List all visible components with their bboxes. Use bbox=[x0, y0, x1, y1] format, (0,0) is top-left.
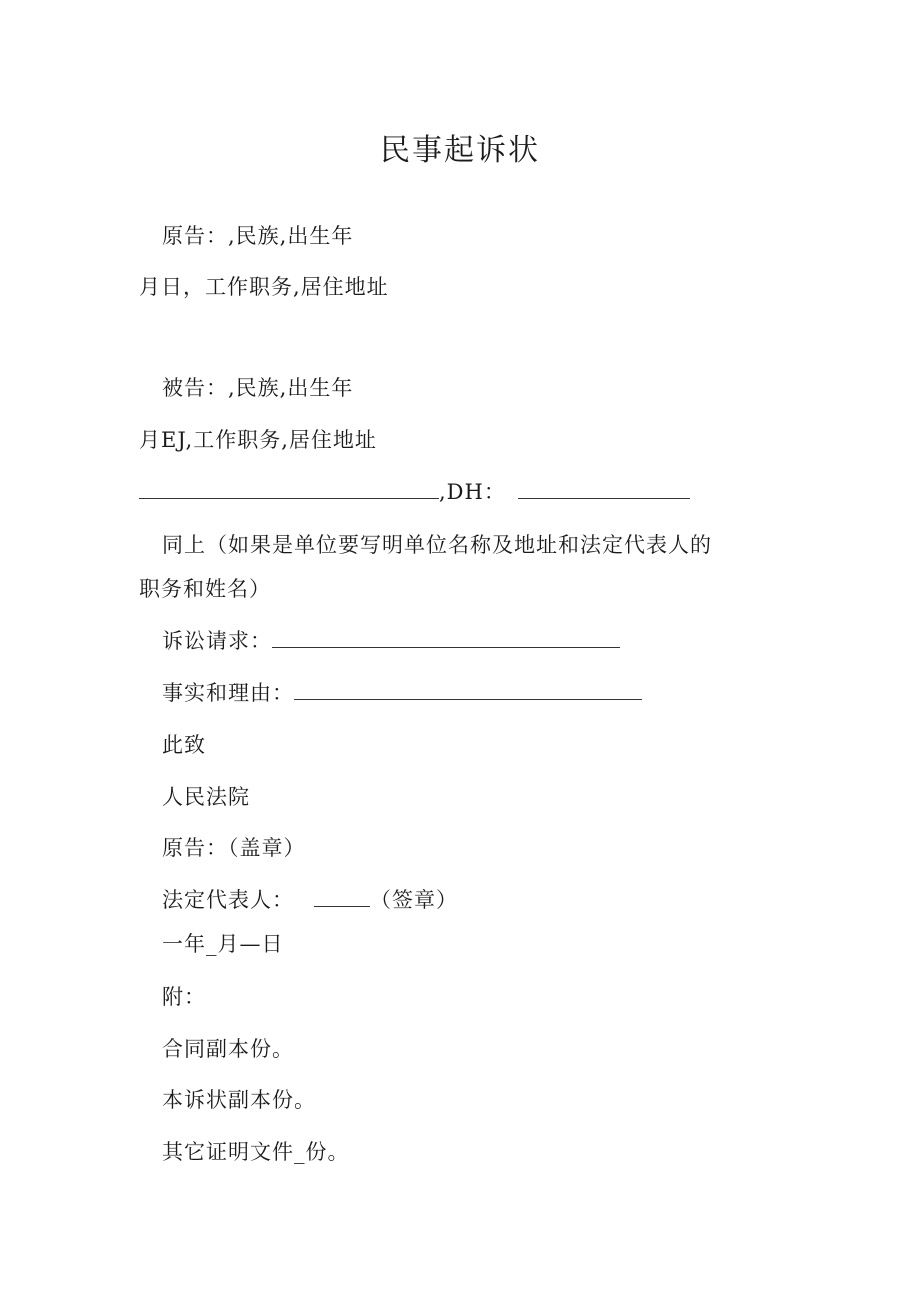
attachments-label: 附： bbox=[162, 985, 206, 1009]
salutation: 此致 bbox=[162, 733, 206, 757]
legal-rep-blank bbox=[314, 886, 370, 907]
phone-blank bbox=[518, 478, 690, 499]
facts-label: 事实和理由： bbox=[162, 681, 294, 705]
facts-blank bbox=[294, 679, 642, 700]
defendant-line-2: 月EJ,工作职务,居住地址 bbox=[139, 428, 377, 452]
plaintiff-line-1: 原告：,民族,出生年 bbox=[162, 224, 354, 248]
attachment-item-2: 本诉状副本份。 bbox=[162, 1088, 316, 1112]
claims-row bbox=[162, 627, 620, 655]
attachment-item-3: 其它证明文件_份。 bbox=[162, 1140, 350, 1164]
phone-label: ,DH： bbox=[439, 480, 506, 504]
legal-rep-label: 法定代表人： bbox=[162, 888, 294, 912]
legal-rep-row bbox=[162, 886, 458, 914]
plaintiff-seal: 原告：（盖章） bbox=[162, 836, 306, 860]
legal-rep-sign: （签章） bbox=[370, 888, 458, 912]
document-title: 民事起诉状 bbox=[380, 133, 540, 168]
address-phone-row bbox=[139, 478, 690, 506]
plaintiff-line-2: 月日，工作职务,居住地址 bbox=[139, 275, 389, 299]
court-name: 人民法院 bbox=[162, 785, 250, 809]
claims-blank bbox=[272, 627, 620, 648]
same-above-line-2: 职务和姓名） bbox=[139, 577, 271, 601]
attachment-item-1: 合同副本份。 bbox=[162, 1037, 294, 1061]
date-line: 一年_月—日 bbox=[162, 932, 284, 956]
claims-label: 诉讼请求： bbox=[162, 629, 272, 653]
same-above-line-1: 同上（如果是单位要写明单位名称及地址和法定代表人的 bbox=[162, 533, 712, 557]
facts-row bbox=[162, 679, 642, 707]
address-blank bbox=[139, 478, 439, 499]
defendant-line-1: 被告：,民族,出生年 bbox=[162, 376, 354, 400]
